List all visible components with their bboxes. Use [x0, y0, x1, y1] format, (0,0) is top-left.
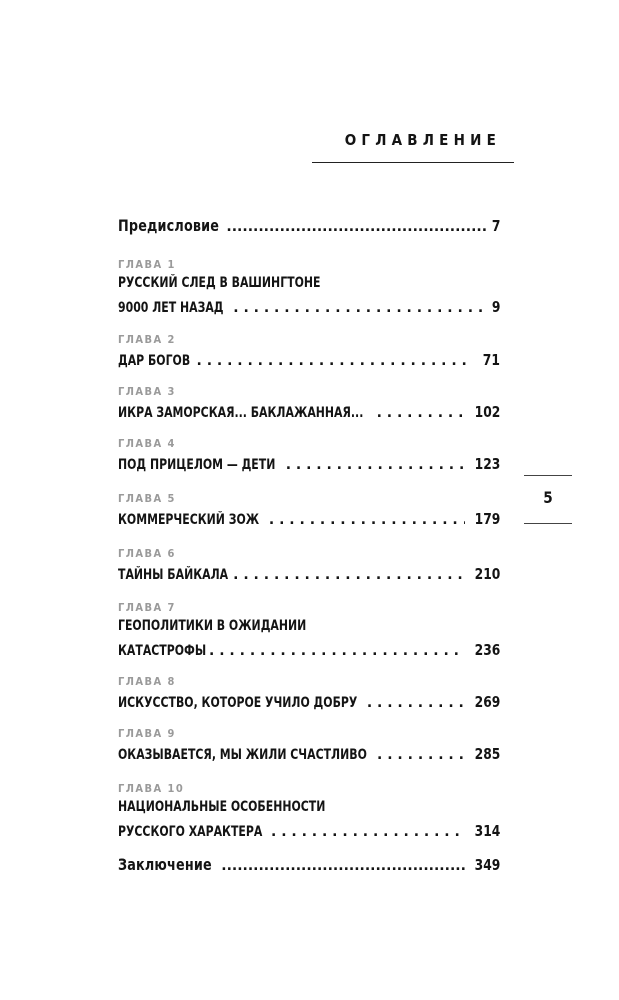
chapter-label: ГЛАВА 9 — [118, 727, 176, 740]
entry-page-number: 102 — [474, 403, 500, 421]
toc-line — [118, 689, 500, 715]
dot-leader — [286, 452, 465, 478]
chapter-label: ГЛАВА 5 — [118, 492, 176, 505]
toc-line — [118, 818, 500, 844]
entry-page-number: 236 — [474, 641, 500, 659]
entry-page-number: 123 — [474, 455, 500, 473]
toc-line — [118, 451, 500, 477]
dot-leader — [367, 690, 465, 716]
entry-title: 9000 ЛЕТ НАЗАД — [118, 300, 224, 316]
entry-page-number: 71 — [482, 351, 500, 369]
entry-page-number: 179 — [474, 510, 500, 528]
toc-line — [118, 399, 500, 425]
chapter-label: ГЛАВА 7 — [118, 601, 176, 614]
toc-entry-chapter-1[interactable] — [118, 258, 500, 320]
toc-line — [118, 561, 500, 587]
entry-title: КОММЕРЧЕСКИЙ ЗОЖ — [118, 512, 260, 528]
entry-title: КАТАСТРОФЫ — [118, 643, 207, 659]
toc-entry-chapter-8[interactable] — [118, 675, 500, 715]
dot-leader — [269, 507, 465, 533]
toc-line — [118, 213, 500, 239]
toc-line — [118, 347, 500, 373]
dot-leader — [377, 400, 465, 426]
chapter-label: ГЛАВА 2 — [118, 333, 176, 346]
page-number-rule-bottom — [524, 523, 572, 524]
entry-page-number: 269 — [474, 693, 500, 711]
entry-page-number: 210 — [474, 565, 500, 583]
toc-line — [118, 294, 500, 320]
entry-title: Заключение — [118, 855, 212, 874]
toc-entry-chapter-2[interactable] — [118, 333, 500, 373]
toc-entry-chapter-10[interactable] — [118, 782, 500, 844]
entry-title: ПОД ПРИЦЕЛОМ — ДЕТИ — [118, 457, 276, 473]
dot-leader — [271, 819, 465, 845]
toc-entry-chapter-5[interactable] — [118, 492, 500, 532]
entry-title: ИКРА ЗАМОРСКАЯ... БАКЛАЖАННАЯ... — [118, 405, 364, 421]
toc-line — [118, 615, 500, 637]
dot-leader — [233, 295, 485, 321]
entry-title: ДАР БОГОВ — [118, 353, 191, 369]
chapter-label: ГЛАВА 10 — [118, 782, 185, 795]
entry-title: ТАЙНЫ БАЙКАЛА — [118, 567, 229, 583]
entry-title: РУССКОГО ХАРАКТЕРА — [118, 824, 263, 840]
toc-entry-conclusion[interactable] — [118, 852, 500, 878]
toc-title-rule — [312, 162, 514, 163]
chapter-label: ГЛАВА 1 — [118, 258, 176, 271]
chapter-label: ГЛАВА 4 — [118, 437, 176, 450]
entry-title-line-1: ГЕОПОЛИТИКИ В ОЖИДАНИИ — [118, 618, 307, 634]
dot-leader — [377, 742, 465, 768]
entry-page-number: 285 — [474, 745, 500, 763]
page-number: 5 — [543, 488, 553, 507]
toc-line — [118, 637, 500, 663]
page-number-rule-top — [524, 475, 572, 476]
chapter-label: ГЛАВА 8 — [118, 675, 176, 688]
toc-entry-chapter-3[interactable] — [118, 385, 500, 425]
entry-page-number: 7 — [491, 217, 500, 235]
entry-page-number: 349 — [474, 856, 500, 874]
toc-entry-chapter-6[interactable] — [118, 547, 500, 587]
entry-title: ИСКУССТВО, КОТОРОЕ УЧИЛО ДОБРУ — [118, 695, 358, 711]
entry-title-line-1: РУССКИЙ СЛЕД В ВАШИНГТОНЕ — [118, 275, 321, 291]
toc-title: ОГЛАВЛЕНИЕ — [344, 131, 501, 149]
toc-line — [118, 741, 500, 767]
chapter-label: ГЛАВА 3 — [118, 385, 176, 398]
dot-leader — [226, 214, 485, 240]
dot-leader — [197, 348, 470, 374]
entry-title-line-1: НАЦИОНАЛЬНЫЕ ОСОБЕННОСТИ — [118, 799, 326, 815]
toc-line — [118, 272, 500, 294]
toc-line — [118, 506, 500, 532]
entry-title: ОКАЗЫВАЕТСЯ, МЫ ЖИЛИ СЧАСТЛИВО — [118, 747, 367, 763]
entry-page-number: 9 — [491, 298, 500, 316]
entry-page-number: 314 — [474, 822, 500, 840]
toc-entry-chapter-9[interactable] — [118, 727, 500, 767]
dot-leader — [209, 638, 465, 664]
toc-entry-chapter-7[interactable] — [118, 601, 500, 663]
toc-entry-preface[interactable] — [118, 213, 500, 239]
dot-leader — [233, 562, 465, 588]
entry-title: Предисловие — [118, 216, 220, 235]
toc-entry-chapter-4[interactable] — [118, 437, 500, 477]
chapter-label: ГЛАВА 6 — [118, 547, 176, 560]
toc-line — [118, 852, 500, 878]
dot-leader — [221, 853, 464, 879]
toc-line — [118, 796, 500, 818]
